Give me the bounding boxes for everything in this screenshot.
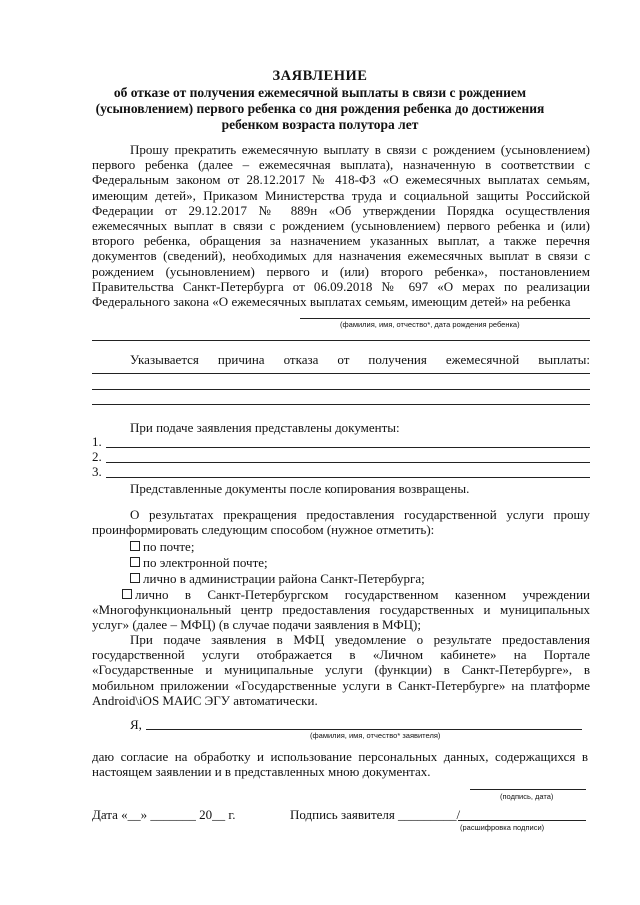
mfc-checkbox[interactable]: [122, 589, 132, 599]
consent-signature-line[interactable]: [470, 789, 586, 790]
option-mail[interactable]: [130, 539, 194, 554]
option-mfc-label: лично в Санкт-Петербургском государственном казенном учреждении «Многофункциональный центр предоставления государственных и муниципальных услуг» (далее – МФЦ) (в случае подачи заявления в МФЦ);: [92, 587, 590, 633]
mfc-note-paragraph: При подаче заявления в МФЦ уведомление о результате предоставления государственной услуги отображается в «Личном кабинете» на Портале «Государственные и муниципальные услуги (функции) в Санкт-Петербурге», в мобильном приложении «Государственные услуги в Санкт-Петербурге» на платформе Android\iOS МАИС ЭГУ автоматически.: [92, 632, 590, 708]
option-mail-label: по почте;: [143, 539, 195, 554]
reason-word: отказа: [283, 352, 319, 367]
admin-checkbox[interactable]: [130, 573, 140, 583]
form-subtitle-line-1: об отказе от получения ежемесячной выплаты в связи с рождением: [113, 85, 527, 100]
signature-label: Подпись заявителя: [290, 807, 395, 822]
intro-paragraph: Прошу прекратить ежемесячную выплату в связи с рождением (усыновлением) первого ребенка (далее – ежемесячная выплата), назначенную в соответствии с Федеральным законом от 28.12.2017 № 418-ФЗ «О ежемесячных выплатах семьям, имеющим детей», Приказом Министерства труда и социальной защиты Российской Федерации от 29.12.2017 № 889н «Об утверждении Порядка осуществления ежемесячных выплат в связи с рождением (усыновлением) первого ребенка и (или) второго ребенка, обращения за назначением указанных выплат, а также перечня документов (сведений), необходимых для назначения ежемесячных выплат в связи с рождением (усыновлением) первого и (или) второго ребенка», постановлением Правительства Санкт-Петербурга от 06.09.2018 № 697 «О мерах по реализации Федерального закона «О ежемесячных выплатах семьям, имеющим детей» на ребенка: [92, 142, 590, 310]
documents-heading: При подаче заявления представлены документы:: [130, 420, 400, 435]
reason-word: ежемесячной: [445, 352, 520, 367]
option-admin[interactable]: [130, 571, 425, 586]
mail-checkbox[interactable]: [130, 541, 140, 551]
option-admin-label: лично в администрации района Санкт-Петербурга;: [143, 571, 425, 586]
child-name-line[interactable]: [300, 318, 590, 319]
applicant-name-caption: (фамилия, имя, отчество* заявителя): [310, 731, 441, 740]
reason-word: выплаты:: [538, 352, 591, 367]
signature-blank[interactable]: _________/: [398, 807, 461, 822]
date-field[interactable]: Дата «__» _______ 20__ г.: [92, 807, 236, 822]
consent-ya: Я,: [130, 717, 142, 732]
reason-word: причина: [217, 352, 265, 367]
email-checkbox[interactable]: [130, 557, 140, 567]
document-item-number: 2.: [92, 449, 102, 464]
notify-paragraph: О результатах прекращения предоставления государственной услуги прошу проинформировать следующим способом (нужное отметить):: [92, 507, 590, 538]
child-name-caption: (фамилия, имя, отчество*, дата рождения ребенка): [340, 320, 520, 329]
documents-returned-note: Представленные документы после копирования возвращены.: [130, 481, 470, 496]
option-email[interactable]: [130, 555, 268, 570]
decode-signature-line[interactable]: [458, 820, 586, 821]
form-subtitle-line-2: (усыновлением) первого ребенка со дня рождения ребенка до достижения: [95, 101, 545, 116]
option-mfc[interactable]: [92, 587, 590, 633]
document-item-number: 1.: [92, 434, 102, 449]
option-email-label: по электронной почте;: [143, 555, 268, 570]
document-line-3[interactable]: [106, 477, 590, 478]
reason-word: получения: [368, 352, 427, 367]
reason-line-1[interactable]: [92, 373, 590, 374]
reason-line-3[interactable]: [92, 404, 590, 405]
document-line-2[interactable]: [106, 462, 590, 463]
child-name-line-2[interactable]: [92, 340, 590, 341]
consent-signature-caption: (подпись, дата): [500, 792, 554, 801]
reason-line-2[interactable]: [92, 389, 590, 390]
form-title: ЗАЯВЛЕНИЕ: [272, 68, 368, 84]
reason-word: от: [337, 352, 350, 367]
decode-signature-caption: (расшифровка подписи): [460, 823, 545, 832]
reason-word: Указывается: [130, 352, 199, 367]
reason-row: [130, 352, 590, 367]
applicant-name-line[interactable]: [146, 729, 582, 730]
consent-paragraph: даю согласие на обработку и использование персональных данных, содержащихся в настоящем заявлении и в представленных мною документах.: [92, 749, 588, 780]
document-item-number: 3.: [92, 464, 102, 479]
form-subtitle-line-3: ребенком возраста полутора лет: [221, 117, 419, 132]
document-line-1[interactable]: [106, 447, 590, 448]
